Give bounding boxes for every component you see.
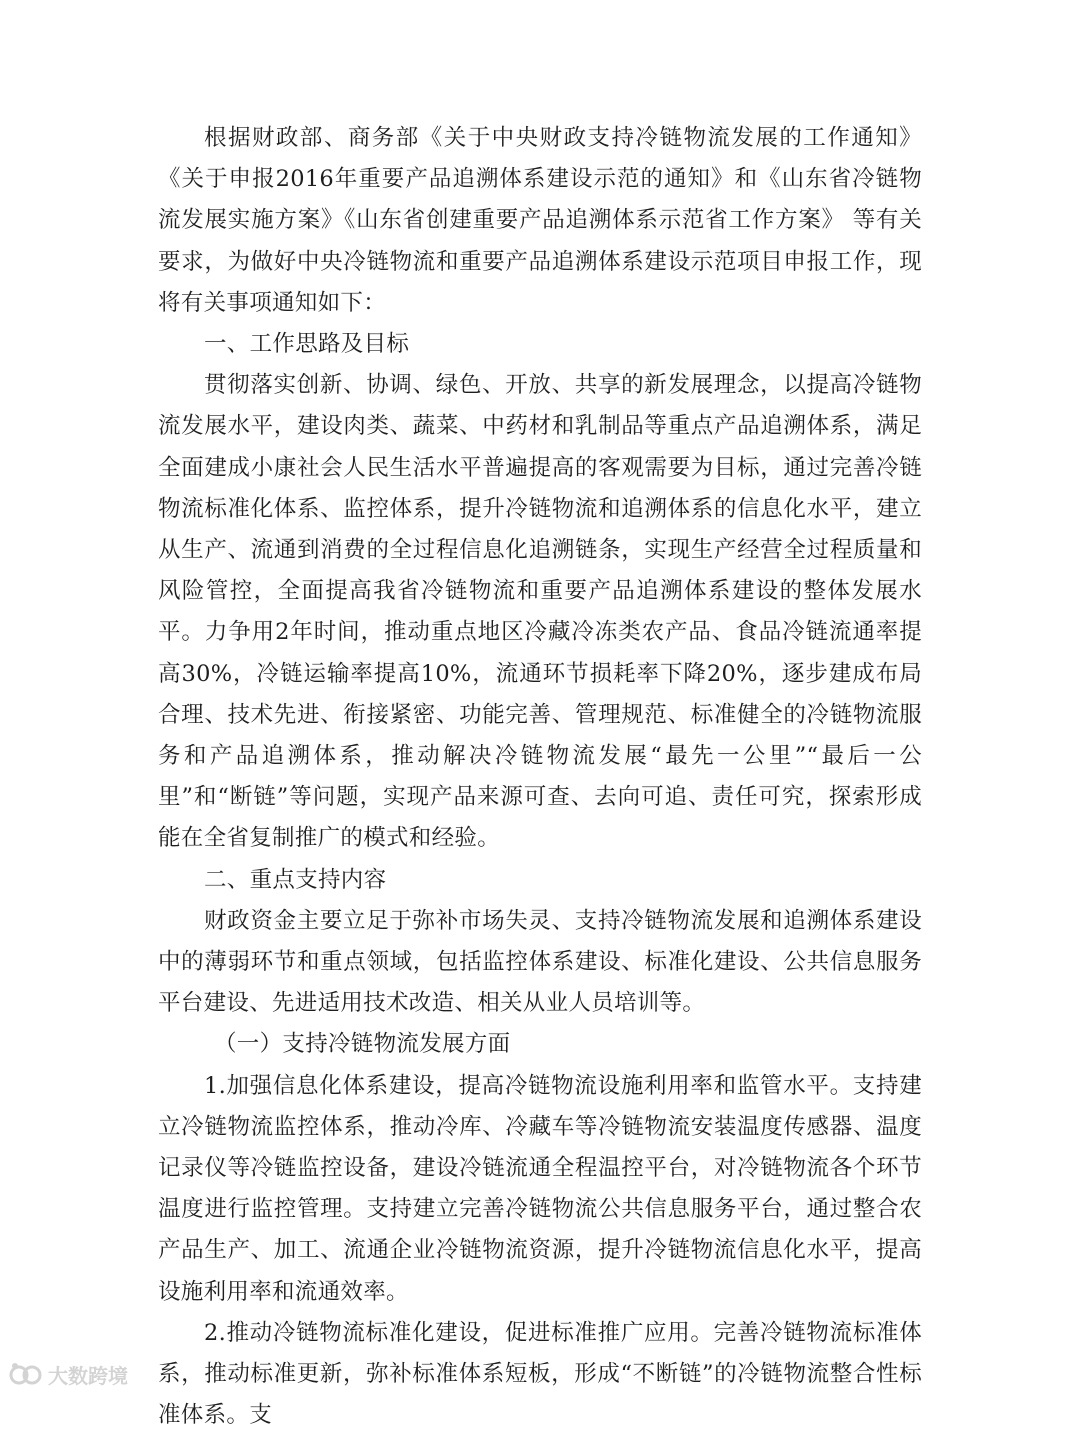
section-heading-1: 一、工作思路及目标 [204,331,410,358]
intro-paragraph: 根据财政部、商务部《关于中央财政支持冷链物流发展的工作通知》《关于申报2016年重要产品追溯体系建设示范的通知》和《山东省冷链物流发展实施方案》《山东省创建重要产品追溯体系示范省工作方案》 等有关要求，为做好中央冷链物流和重要产品追溯体系建设示范项目申报工作，现将有关事项通知如下： [158,125,922,316]
goals-paragraph: 贯彻落实创新、协调、绿色、开放、共享的新发展理念，以提高冷链物流发展水平，建设肉类、蔬菜、中药材和乳制品等重点产品追溯体系，满足全面建成小康社会人民生活水平普遍提高的客观需要为目标，通过完善冷链物流标准化体系、监控体系，提升冷链物流和追溯体系的信息化水平，建立从生产、流通到消费的全过程信息化追溯链条，实现生产经营全过程质量和风险管控，全面提高我省冷链物流和重要产品追溯体系建设的整体发展水平。力争用2年时间，推动重点地区冷藏冷冻类农产品、食品冷链流通率提高30%，冷链运输率提高10%，流通环节损耗率下降20%，逐步建成布局合理、技术先进、衔接紧密、功能完善、管理规范、标准健全的冷链物流服务和产品追溯体系，推动解决冷链物流发展“最先一公里”“最后一公里”和“断链”等问题，实现产品来源可查、去向可追、责任可究，探索形成能在全省复制推广的模式和经验。 [158,372,922,852]
document-body [158,118,922,1437]
brand-logo-icon [8,1361,44,1389]
item-1-paragraph: 1.加强信息化体系建设，提高冷链物流设施利用率和监管水平。支持建立冷链物流监控体系，推动冷库、冷藏车等冷链物流安装温度传感器、温度记录仪等冷链监控设备，建设冷链流通全程温控平台，对冷链物流各个环节温度进行监控管理。支持建立完善冷链物流公共信息服务平台，通过整合农产品生产、加工、流通企业冷链物流资源，提升冷链物流信息化水平，提高设施利用率和流通效率。 [158,1072,922,1305]
watermark-text: 大数跨境 [48,1364,128,1388]
watermark [8,1360,128,1389]
subsection-heading-1: （一）支持冷链物流发展方面 [214,1031,511,1058]
support-paragraph: 财政资金主要立足于弥补市场失灵、支持冷链物流发展和追溯体系建设中的薄弱环节和重点领域，包括监控体系建设、标准化建设、公共信息服务平台建设、先进适用技术改造、相关从业人员培训等。 [158,907,922,1017]
item-2-paragraph: 2.推动冷链物流标准化建设，促进标准推广应用。完善冷链物流标准体系，推动标准更新，弥补标准体系短板，形成“不断链”的冷链物流整合性标准体系。支 [158,1319,922,1429]
section-heading-2: 二、重点支持内容 [204,866,387,893]
